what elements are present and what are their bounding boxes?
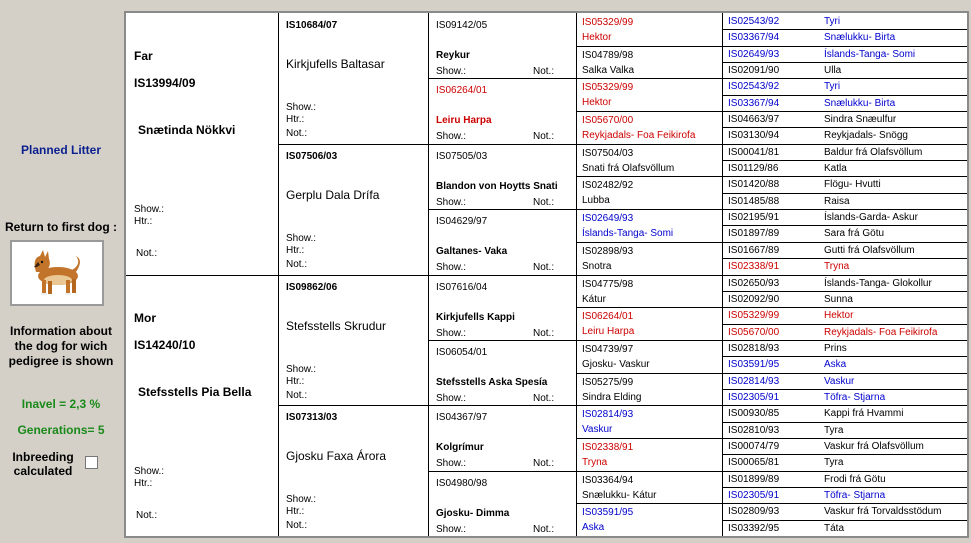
dog-reg-number[interactable]: IS05329/99 <box>728 310 780 322</box>
dog-name[interactable]: Kirkjufells Baltasar <box>286 57 385 71</box>
show-label: Show.: <box>286 232 317 244</box>
generations-value: Generations= 5 <box>17 423 105 437</box>
inbreeding-checkbox[interactable] <box>85 456 98 469</box>
dog-name[interactable]: Flögu- Hvutti <box>824 179 881 191</box>
dog-name[interactable]: Aska <box>824 359 847 371</box>
dog-reg-number[interactable]: IS04789/98 <box>582 49 634 61</box>
not-label: Not.: <box>286 520 308 532</box>
dog-name[interactable]: Gerplu Dala Drífa <box>286 187 380 202</box>
dog-name[interactable]: Reykjadals- Snögg <box>824 130 908 142</box>
dog-reg-number[interactable]: IS02809/93 <box>728 506 780 518</box>
dog-reg-number[interactable]: IS02650/93 <box>728 277 780 289</box>
dog-reg-number[interactable]: IS06264/01 <box>436 85 488 97</box>
info-text: Information about the dog for wich pedigree is shown <box>8 324 114 368</box>
dog-reg-number[interactable]: IS02482/92 <box>582 180 634 192</box>
dog-reg-number[interactable]: IS09862/06 <box>286 281 338 293</box>
parent-role: Far <box>134 49 153 63</box>
dog-name[interactable]: Aska <box>582 522 605 534</box>
dog-name[interactable]: Tyra <box>824 457 844 469</box>
dog-reg-number[interactable]: IS02649/93 <box>728 48 780 60</box>
inbreeding-label: Inbreeding calculated <box>12 450 74 478</box>
row-divider <box>722 95 967 96</box>
dog-reg-number[interactable]: IS05275/99 <box>582 376 634 388</box>
dog-reg-number[interactable]: IS05329/99 <box>582 82 634 94</box>
dog-reg-number[interactable]: IS02338/91 <box>728 261 780 273</box>
dog-reg-number[interactable]: IS05329/99 <box>582 17 634 28</box>
dog-reg-number[interactable]: IS06264/01 <box>582 311 634 323</box>
dog-name[interactable]: Raisa <box>824 195 850 207</box>
dog-reg-number[interactable]: IS01485/88 <box>728 195 780 207</box>
show-label: Show.: <box>436 66 467 77</box>
not-label: Not.: <box>533 131 555 143</box>
dog-reg-number[interactable]: IS05670/00 <box>582 115 634 127</box>
dog-reg-number[interactable]: IS02091/90 <box>728 65 780 77</box>
row-divider <box>722 46 967 47</box>
row-divider <box>722 356 967 357</box>
row-divider <box>722 487 967 488</box>
parent-role: Mor <box>134 310 156 325</box>
dog-name[interactable]: Gjosku- Vaskur <box>582 358 650 370</box>
dog-name[interactable]: Vaskur frá Torvaldsstödum <box>824 506 942 518</box>
dog-reg-number[interactable]: IS03364/94 <box>582 474 634 486</box>
dog-reg-number[interactable]: IS07504/03 <box>582 147 634 159</box>
row-divider <box>722 405 967 406</box>
dog-name[interactable]: Stefsstells Pia Bella <box>138 384 252 399</box>
dog-name[interactable]: Leiru Harpa <box>582 326 635 338</box>
show-label: Show.: <box>436 458 467 470</box>
dog-name[interactable]: Tryna <box>582 456 608 468</box>
show-label: Show.: <box>436 196 467 208</box>
dog-name[interactable]: Töfra- Stjarna <box>824 391 886 403</box>
dog-name[interactable]: Íslands-Garda- Askur <box>824 212 918 224</box>
dog-reg-number[interactable]: IS02898/93 <box>582 245 634 257</box>
dog-reg-number[interactable]: IS06054/01 <box>436 346 488 358</box>
dog-reg-number[interactable]: IS01129/86 <box>728 163 779 175</box>
dog-name[interactable]: Táta <box>824 522 845 534</box>
first-dog-button[interactable] <box>10 240 104 306</box>
dog-name[interactable]: Frodi frá Götu <box>824 473 886 485</box>
planned-litter-link[interactable]: Planned Litter <box>20 143 101 157</box>
dog-reg-number[interactable]: IS02195/91 <box>728 212 780 224</box>
show-label: Show.: <box>436 131 467 143</box>
dog-name[interactable]: Prins <box>824 342 847 354</box>
dog-reg-number[interactable]: IS02092/90 <box>728 293 780 305</box>
dog-reg-number[interactable]: IS00074/79 <box>728 440 780 452</box>
not-label: Not.: <box>533 327 555 339</box>
dog-name[interactable]: Vaskur frá Olafsvöllum <box>824 440 924 452</box>
dog-name[interactable]: Snælukku- Birta <box>824 97 896 109</box>
row-divider <box>722 144 967 145</box>
row-divider <box>722 454 967 455</box>
dog-reg-number[interactable]: IS04775/98 <box>582 278 634 290</box>
row-divider <box>722 225 967 226</box>
dog-name[interactable]: Gjosku Faxa Árora <box>286 449 387 464</box>
dog-name[interactable]: Tyri <box>824 81 841 93</box>
dog-name[interactable]: Kappi frá Hvammi <box>824 408 904 420</box>
dog-reg-number[interactable]: IS07505/03 <box>436 150 488 162</box>
not-label: Not.: <box>136 248 158 259</box>
dog-reg-number[interactable]: IS00065/81 <box>728 457 780 469</box>
dog-name[interactable]: Reykur <box>436 50 470 61</box>
dog-name[interactable]: Ulla <box>824 65 842 77</box>
htr-label: Htr.: <box>134 477 153 489</box>
dog-name[interactable]: Sindra Elding <box>582 391 642 403</box>
dog-name[interactable]: Sunna <box>824 293 853 305</box>
dog-name[interactable]: Íslands-Tanga- Somi <box>824 48 916 60</box>
dog-name[interactable]: Snælukku- Birta <box>824 32 896 44</box>
dog-reg-number[interactable]: IS00041/81 <box>728 146 780 158</box>
dog-icon <box>12 242 102 304</box>
dog-reg-number[interactable]: IS02338/91 <box>582 441 634 453</box>
dog-reg-number[interactable]: IS01420/88 <box>728 179 780 191</box>
dog-reg-number[interactable]: IS02814/93 <box>582 409 634 421</box>
dog-reg-number[interactable]: IS03591/95 <box>582 507 634 519</box>
not-label: Not.: <box>136 509 158 521</box>
show-label: Show.: <box>436 327 467 339</box>
dog-name[interactable]: Sara frá Götu <box>824 228 885 240</box>
row-divider <box>722 127 967 128</box>
dog-name[interactable]: Baldur frá Olafsvöllum <box>824 146 923 158</box>
dog-reg-number[interactable]: IS03367/94 <box>728 97 780 109</box>
htr-label: Htr.: <box>286 375 305 387</box>
row-divider <box>722 209 967 210</box>
dog-reg-number[interactable]: IS02305/91 <box>728 489 780 501</box>
dog-reg-number[interactable]: IS02543/92 <box>728 81 780 93</box>
not-label: Not.: <box>533 523 555 535</box>
htr-label: Htr.: <box>286 506 305 518</box>
dog-name[interactable]: Snætinda Nökkvi <box>138 123 236 137</box>
row-divider <box>722 160 967 161</box>
htr-label: Htr.: <box>286 244 305 256</box>
not-label: Not.: <box>533 196 555 208</box>
htr-label: Htr.: <box>286 114 305 125</box>
row-divider <box>722 242 967 243</box>
dog-reg-number[interactable]: IS14240/10 <box>134 337 196 352</box>
dog-reg-number[interactable]: IS09142/05 <box>436 20 488 31</box>
row-divider <box>722 78 967 79</box>
dog-name[interactable]: Vaskur <box>582 424 613 436</box>
show-label: Show.: <box>286 363 317 375</box>
dog-reg-number[interactable]: IS04367/97 <box>436 412 488 424</box>
not-label: Not.: <box>533 458 555 470</box>
show-label: Show.: <box>436 523 467 535</box>
dog-reg-number[interactable]: IS10684/07 <box>286 20 338 31</box>
row-divider <box>722 373 967 374</box>
dog-name[interactable]: Hektor <box>824 310 854 322</box>
dog-reg-number[interactable]: IS13994/09 <box>134 76 196 90</box>
dog-reg-number[interactable]: IS03392/95 <box>728 522 780 534</box>
row-divider <box>722 471 967 472</box>
inavel-value: Inavel = 2,3 % <box>21 397 101 411</box>
dog-name[interactable]: Íslands-Tanga- Somi <box>582 228 674 240</box>
dog-reg-number[interactable]: IS02818/93 <box>728 342 780 354</box>
row-divider <box>722 193 967 194</box>
dog-name[interactable]: Salka Valka <box>582 64 635 76</box>
row-divider <box>722 340 967 341</box>
dog-reg-number[interactable]: IS02810/93 <box>728 424 780 436</box>
dog-reg-number[interactable]: IS04739/97 <box>582 343 634 355</box>
dog-reg-number[interactable]: IS01667/89 <box>728 244 780 256</box>
dog-name[interactable]: Stefsstells Aska Spesía <box>436 376 548 388</box>
not-label: Not.: <box>286 128 308 139</box>
dog-name[interactable]: Stefsstells Skrudur <box>286 318 387 333</box>
pedigree-table <box>124 11 969 538</box>
dog-reg-number[interactable]: IS07313/03 <box>286 412 338 424</box>
dog-reg-number[interactable]: IS02305/91 <box>728 391 780 403</box>
show-label: Show.: <box>134 465 165 477</box>
dog-name[interactable]: Tryna <box>824 261 850 273</box>
dog-reg-number[interactable]: IS03130/94 <box>728 130 780 142</box>
row-divider <box>722 176 967 177</box>
not-label: Not.: <box>533 66 555 77</box>
row-divider <box>722 62 967 63</box>
dog-name[interactable]: Katla <box>824 163 847 175</box>
dog-name[interactable]: Töfra- Stjarna <box>824 489 886 501</box>
dog-reg-number[interactable]: IS00930/85 <box>728 408 780 420</box>
dog-reg-number[interactable]: IS01897/89 <box>728 228 780 240</box>
row-divider <box>722 111 967 112</box>
show-label: Show.: <box>436 262 467 274</box>
dog-reg-number[interactable]: IS03591/95 <box>728 359 780 371</box>
dog-name[interactable]: Íslands-Tanga- Glokollur <box>824 277 932 289</box>
row-divider <box>722 438 967 439</box>
dog-name[interactable]: Snotra <box>582 260 612 272</box>
show-label: Show.: <box>436 392 467 404</box>
dog-reg-number[interactable]: IS02814/93 <box>728 375 780 387</box>
htr-label: Htr.: <box>134 216 153 227</box>
not-label: Not.: <box>533 392 555 404</box>
dog-reg-number[interactable]: IS07616/04 <box>436 281 488 293</box>
row-divider <box>722 258 967 259</box>
not-label: Not.: <box>533 262 555 274</box>
dog-name[interactable]: Gjosku- Dimma <box>436 507 510 519</box>
dog-name[interactable]: Hektor <box>582 97 612 109</box>
row-divider <box>722 503 967 504</box>
dog-name[interactable]: Blandon von Hoytts Snati <box>436 180 558 192</box>
dog-name[interactable]: Tyri <box>824 16 841 27</box>
show-label: Show.: <box>134 204 165 215</box>
dog-name[interactable]: Leiru Harpa <box>436 115 492 127</box>
row-divider <box>722 324 967 325</box>
dog-name[interactable]: Vaskur <box>824 375 855 387</box>
dog-name[interactable]: Reykjadals- Foa Feikirofa <box>824 326 938 338</box>
dog-name[interactable]: Kirkjufells Kappi <box>436 311 515 323</box>
dog-reg-number[interactable]: IS05670/00 <box>728 326 780 338</box>
dog-name[interactable]: Sindra Snæulfur <box>824 114 897 126</box>
dog-name[interactable]: Lubba <box>582 195 610 207</box>
dog-name[interactable]: Galtanes- Vaka <box>436 246 508 258</box>
dog-reg-number[interactable]: IS01899/89 <box>728 473 780 485</box>
row-divider <box>722 520 967 521</box>
dog-reg-number[interactable]: IS04629/97 <box>436 216 488 228</box>
dog-reg-number[interactable]: IS02649/93 <box>582 213 634 225</box>
dog-name[interactable]: Gutti frá Olafsvöllum <box>824 244 915 256</box>
return-label: Return to first dog : <box>5 220 117 234</box>
dog-name[interactable]: Reykjadals- Foa Feikirofa <box>582 130 696 142</box>
dog-reg-number[interactable]: IS04663/97 <box>728 114 780 126</box>
dog-reg-number[interactable]: IS03367/94 <box>728 32 780 44</box>
row-divider <box>722 275 967 276</box>
row-divider <box>722 422 967 423</box>
show-label: Show.: <box>286 102 317 113</box>
dog-reg-number[interactable]: IS04980/98 <box>436 477 488 489</box>
dog-name[interactable]: Kolgrímur <box>436 442 484 454</box>
dog-name[interactable]: Hektor <box>582 32 612 43</box>
dog-name[interactable]: Snælukku- Kátur <box>582 489 657 501</box>
row-divider <box>722 291 967 292</box>
dog-name[interactable]: Snati frá Olafsvöllum <box>582 162 675 174</box>
not-label: Not.: <box>286 389 308 401</box>
dog-reg-number[interactable]: IS07506/03 <box>286 150 338 162</box>
show-label: Show.: <box>286 494 317 506</box>
not-label: Not.: <box>286 258 308 270</box>
dog-name[interactable]: Kátur <box>582 293 606 305</box>
row-divider <box>722 307 967 308</box>
row-divider <box>722 389 967 390</box>
row-divider <box>722 29 967 30</box>
sidebar <box>0 0 122 543</box>
dog-reg-number[interactable]: IS02543/92 <box>728 16 780 27</box>
dog-name[interactable]: Tyra <box>824 424 844 436</box>
